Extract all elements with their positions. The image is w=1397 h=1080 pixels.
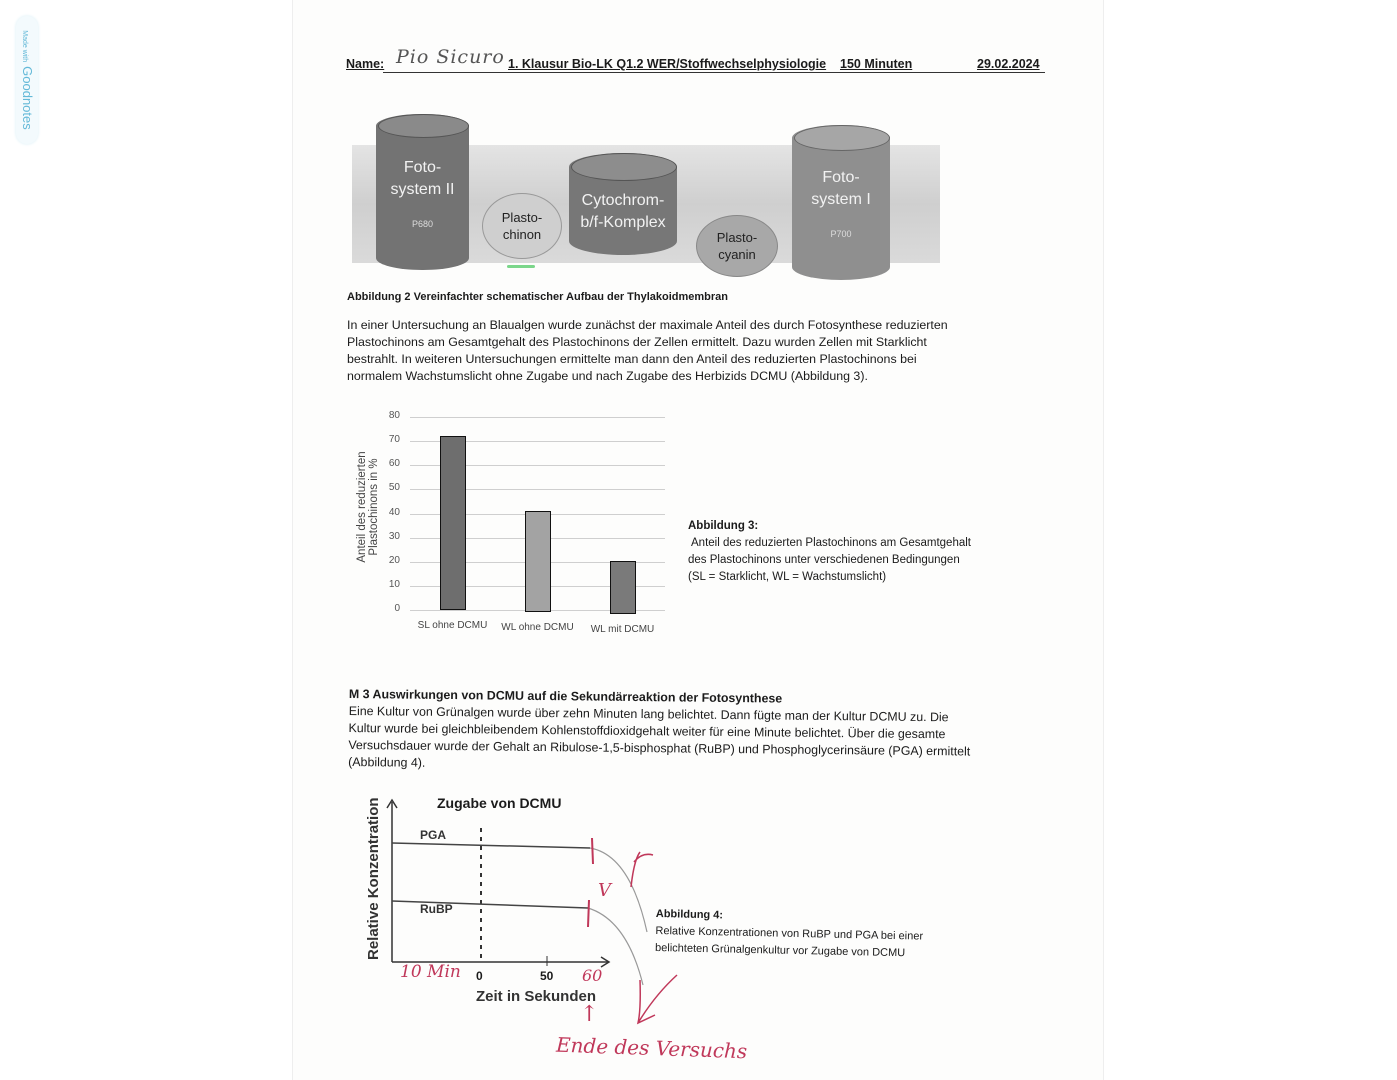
red-check-mark: [638, 975, 677, 1023]
paragraph-line: bestrahlt. In weiteren Untersuchungen ermittelte man dann den Anteil des reduzierten Plastochinons bei: [347, 352, 917, 366]
plastochinon-label-2: chinon: [502, 227, 542, 242]
green-highlight-mark: [507, 265, 535, 268]
figure4-caption-title: Abbildung 4:: [655, 907, 724, 922]
section-m3-title: M 3 Auswirkungen von DCMU auf die Sekundärreaktion der Fotosynthese: [348, 686, 783, 706]
photosystem-2-top: [378, 114, 469, 138]
ps2-p680: P680: [411, 219, 434, 229]
plastocyanin-label-1: Plasto-: [716, 230, 758, 245]
red-tick-mark: [592, 838, 593, 864]
section-m3: [348, 686, 989, 778]
caption-line: (SL = Starklicht, WL = Wachstumslicht): [688, 571, 887, 583]
plastocyanin-label-2: cyanin: [718, 247, 756, 262]
y-tick-label: 30: [388, 530, 400, 542]
red-correction-mark: [631, 852, 653, 887]
graph-y-label: Relative Konzentration: [365, 797, 382, 960]
paragraph-line: In einer Untersuchung an Blaualgen wurde zunächst der maximale Anteil des durch Fotosynthese reduzierten: [347, 318, 948, 332]
series-label-pga: PGA: [420, 828, 447, 842]
figure3-caption: [688, 518, 971, 586]
paragraph-line: Kultur wurde bei gleichbleibendem Kohlenstoffdioxidgehalt weiter für eine Minute belichtet. Über die gesamte: [348, 720, 946, 742]
handwritten-name: Pio Sicuro: [396, 46, 505, 68]
handwritten-60: 60: [582, 966, 603, 985]
handwritten-arrow-icon: ↑: [580, 1002, 599, 1027]
plastochinon: [482, 193, 562, 259]
cytochrom-label-2: b/f-Komplex: [580, 214, 666, 231]
exam-duration: 150 Minuten: [840, 57, 913, 71]
photosystem-2-label: [376, 157, 469, 235]
x-tick-50: 50: [540, 969, 554, 983]
y-axis-label: [356, 442, 380, 572]
figure4-caption: [655, 906, 924, 963]
graph-title: Zugabe von DCMU: [437, 795, 562, 811]
handwritten-v-mark: V: [598, 880, 611, 901]
figure3-caption-title: Abbildung 3:: [688, 520, 759, 532]
paragraph-line: normalem Wachstumslicht ohne Zugabe und nach Zugabe des Herbizids DCMU (Abbildung 3).: [347, 369, 868, 383]
intro-paragraph: [347, 317, 987, 385]
paragraph-line: (Abbildung 4).: [348, 754, 426, 770]
cytochrom-label: [569, 190, 677, 234]
y-tick-label: 70: [388, 434, 400, 446]
y-tick-label: 0: [394, 603, 400, 614]
category-label: WL ohne DCMU: [501, 622, 574, 633]
caption-line: belichteten Grünalgenkultur vor Zugabe von DCMU: [654, 941, 906, 960]
caption-line: Relative Konzentrationen von RuBP und PGA bei einer: [655, 924, 924, 943]
y-tick-label: 80: [388, 410, 400, 421]
y-axis-label-2: Plastochinons in %: [368, 458, 380, 556]
y-tick-label: 60: [388, 458, 400, 470]
category-label: SL ohne DCMU: [417, 620, 488, 631]
name-underline: [383, 72, 1045, 73]
paragraph-line: Versuchsdauer wurde der Gehalt an Ribulose-1,5-bisphosphat (RuBP) und Phosphoglycerinsäure (PGA) ermittelt: [348, 737, 971, 759]
photosystem-1-label: [792, 167, 890, 245]
ps1-p700: P700: [830, 229, 852, 239]
caption-line: Anteil des reduzierten Plastochinons am Gesamtgehalt: [691, 537, 971, 549]
paragraph-line: Eine Kultur von Grünalgen wurde über zehn Minuten lang belichtet. Dann fügte man der Kultur DCMU zu. Die: [348, 703, 949, 725]
bar: [440, 436, 466, 610]
goodnotes-badge: [16, 16, 38, 144]
plastocyanin: [696, 215, 778, 277]
pga-line: [392, 843, 590, 848]
series-label-rubp: RuBP: [420, 902, 453, 916]
category-label: WL mit DCMU: [590, 624, 655, 635]
photosystem-1-top: [794, 125, 890, 151]
handwritten-end-note: Ende des Versuchs: [555, 1032, 748, 1064]
y-tick-label: 50: [388, 482, 400, 494]
y-tick-label: 20: [388, 554, 400, 566]
ps2-label-2: system II: [390, 181, 455, 198]
badge-brand: Goodnotes: [20, 66, 35, 130]
cytochrom-top: [571, 153, 677, 181]
red-tick-mark: [588, 900, 589, 927]
bar: [610, 561, 636, 614]
exam-date: 29.02.2024: [977, 57, 1040, 71]
name-label: Name:: [346, 57, 385, 71]
bar-chart: [350, 400, 680, 650]
exam-title: 1. Klausur Bio-LK Q1.2 WER/Stoffwechselphysiologie: [508, 57, 827, 71]
y-tick-label: 40: [388, 506, 400, 518]
y-tick-label: 10: [388, 578, 400, 590]
graph-x-label: Zeit in Sekunden: [476, 988, 597, 1005]
bar: [525, 511, 551, 612]
gridline: [410, 417, 665, 418]
ps2-label-1: Foto-: [403, 159, 442, 176]
y-axis-label-1: Anteil des reduzierten: [356, 451, 368, 563]
paragraph-line: Plastochinons am Gesamtgehalt des Plastochinons der Zellen ermittelt. Dazu wurden Zellen mit Starklicht: [347, 335, 927, 349]
caption-line: des Plastochinons unter verschiedenen Bedingungen: [688, 554, 960, 566]
x-tick-0: 0: [476, 969, 483, 983]
cytochrom-label-1: Cytochrom-: [581, 192, 665, 209]
ps1-label-1: Foto-: [822, 169, 860, 186]
plastochinon-label-1: Plasto-: [501, 210, 543, 225]
handwritten-10-min: 10 Min: [400, 962, 461, 982]
figure2-caption: Abbildung 2 Vereinfachter schematischer Aufbau der Thylakoidmembran: [347, 291, 729, 303]
badge-prefix: Made with: [21, 30, 28, 63]
ps1-label-2: system I: [811, 191, 871, 208]
